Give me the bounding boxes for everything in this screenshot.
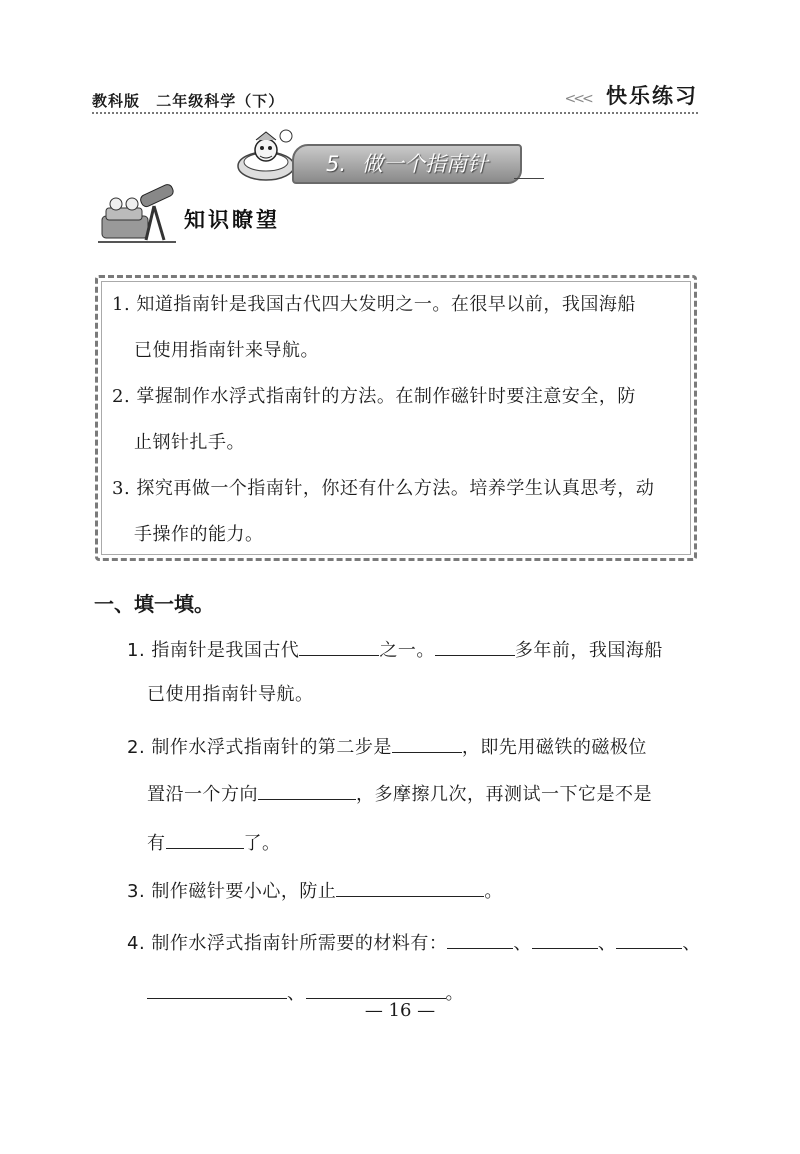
question-text: 置沿一个方向 — [147, 784, 258, 805]
objective-line: 3. 探究再做一个指南针，你还有什么方法。培养学生认真思考，动 — [112, 478, 655, 499]
question-text: 3. 制作磁针要小心，防止 — [127, 881, 337, 902]
page-header — [92, 78, 698, 114]
title-underline — [514, 178, 544, 179]
question-2-line-3 — [147, 826, 722, 859]
answer-blank[interactable] — [166, 826, 244, 849]
publisher: 教科版 — [92, 92, 141, 110]
series-title — [564, 80, 698, 110]
objective-line: 止钢针扎手。 — [134, 432, 245, 453]
exercise-heading: 一、填一填。 — [94, 592, 214, 616]
question-text: 了。 — [243, 833, 281, 854]
lesson-banner — [234, 126, 544, 186]
question-1-line-1 — [127, 633, 702, 666]
separator: 、 — [287, 983, 306, 1004]
answer-blank[interactable] — [392, 730, 462, 753]
section-title: 知识瞭望 — [184, 208, 280, 232]
question-text: 之一。 — [379, 640, 435, 661]
objective-item — [112, 374, 684, 466]
question-text: 1. 指南针是我国古代 — [127, 640, 300, 661]
question-3-line — [127, 874, 702, 907]
objective-line: 2. 掌握制作水浮式指南针的方法。在制作磁针时要注意安全，防 — [112, 386, 636, 407]
objective-line: 已使用指南针来导航。 — [134, 340, 319, 361]
lesson-number: 5. — [325, 152, 347, 176]
question-text: 已使用指南针导航。 — [147, 684, 314, 705]
lesson-title: 做一个指南针 — [362, 152, 489, 176]
answer-blank[interactable] — [147, 976, 287, 999]
separator: 、 — [513, 933, 532, 954]
answer-blank[interactable] — [616, 926, 682, 949]
objective-item — [112, 466, 684, 558]
answer-blank[interactable] — [532, 926, 598, 949]
page-number: — 16 — — [364, 1000, 436, 1021]
separator: 。 — [445, 983, 464, 1004]
question-text: 多年前，我国海船 — [514, 640, 663, 661]
objective-line: 1. 知道指南针是我国古代四大发明之一。在很早以前，我国海船 — [112, 294, 636, 315]
separator: 、 — [682, 933, 701, 954]
telescope-icon — [96, 180, 182, 248]
objective-item — [112, 282, 684, 374]
answer-blank[interactable] — [306, 976, 446, 999]
answer-blank[interactable] — [336, 874, 484, 897]
answer-blank[interactable] — [299, 633, 379, 656]
answer-blank[interactable] — [447, 926, 513, 949]
question-text: ，多摩擦几次，再测试一下它是不是 — [356, 784, 652, 805]
grade-subject: 二年级科学（下） — [156, 92, 285, 110]
learning-objectives-box — [95, 275, 697, 561]
question-text: 4. 制作水浮式指南针所需要的材料有： — [127, 933, 448, 954]
question-1-line-2 — [147, 680, 722, 710]
question-2-line-1 — [127, 730, 702, 763]
question-4-line-1 — [127, 926, 702, 959]
lesson-title-bar — [292, 144, 522, 184]
separator: 、 — [597, 933, 617, 954]
question-text: ，即先用磁铁的磁极位 — [461, 737, 647, 758]
question-text: 2. 制作水浮式指南针的第二步是 — [127, 737, 392, 758]
answer-blank[interactable] — [258, 777, 356, 800]
question-2-line-2 — [147, 777, 722, 810]
series-name: 快乐练习 — [606, 84, 698, 108]
objective-line: 手操作的能力。 — [134, 524, 264, 545]
chevrons-icon: <<< — [564, 91, 591, 107]
answer-blank[interactable] — [435, 633, 515, 656]
book-info — [92, 90, 284, 111]
question-text: 。 — [484, 881, 503, 902]
question-text: 有 — [147, 833, 166, 854]
section-header — [96, 180, 296, 250]
